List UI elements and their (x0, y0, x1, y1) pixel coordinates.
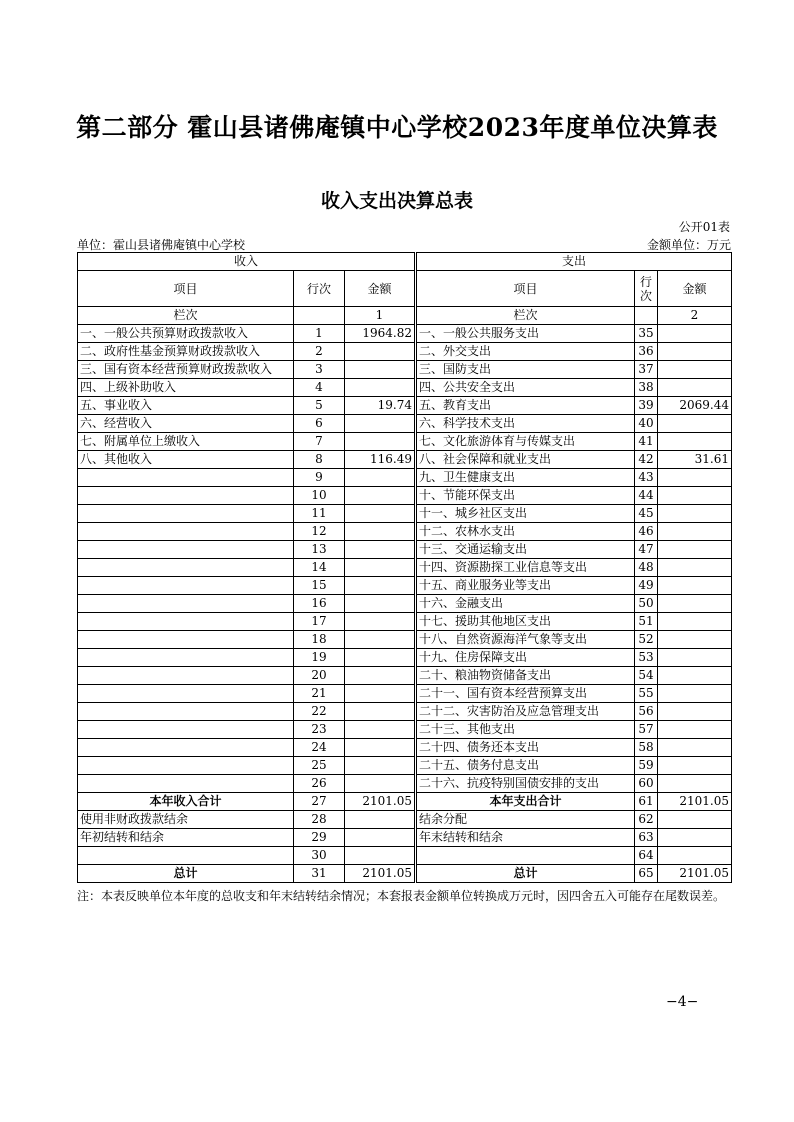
income-amount (345, 613, 415, 631)
table-body (78, 325, 732, 883)
income-row-number: 28 (294, 811, 345, 829)
income-row-number: 1 (294, 325, 345, 343)
expense-item: 十五、商业服务业等支出 (417, 577, 635, 595)
expense-row-number: 64 (635, 847, 658, 865)
table-row (78, 721, 732, 739)
income-lanci-label: 栏次 (78, 307, 294, 325)
income-amount (345, 703, 415, 721)
income-total-amount (345, 829, 415, 847)
table-row (78, 415, 732, 433)
expense-amount (658, 577, 732, 595)
table-row (78, 361, 732, 379)
table-row (78, 613, 732, 631)
income-row-number: 27 (294, 793, 345, 811)
expense-row-number: 57 (635, 721, 658, 739)
page-number: −4− (666, 994, 699, 1010)
income-amount (345, 541, 415, 559)
income-row-number: 15 (294, 577, 345, 595)
expense-item: 四、公共安全支出 (417, 379, 635, 397)
table-row (78, 757, 732, 775)
expense-total-label: 年末结转和结余 (417, 829, 635, 847)
page-title: 第二部分 霍山县诸佛庵镇中心学校2023年度单位决算表 (76, 113, 718, 142)
expense-amount (658, 775, 732, 793)
income-amount-header: 金额 (345, 271, 415, 307)
income-row-number: 7 (294, 433, 345, 451)
expense-amount (658, 703, 732, 721)
expense-total-amount (658, 847, 732, 865)
income-amount (345, 361, 415, 379)
table-row (78, 631, 732, 649)
expense-total-label: 本年支出合计 (417, 793, 635, 811)
expense-item: 十三、交通运输支出 (417, 541, 635, 559)
expense-row-number: 41 (635, 433, 658, 451)
expense-item: 十八、自然资源海洋气象等支出 (417, 631, 635, 649)
income-item (78, 739, 294, 757)
expense-item: 二十六、抗疫特别国债安排的支出 (417, 775, 635, 793)
expense-row-number: 40 (635, 415, 658, 433)
expense-amount (658, 595, 732, 613)
income-total-amount (345, 847, 415, 865)
income-amount (345, 595, 415, 613)
table-row (78, 559, 732, 577)
amount-unit: 金额单位：万元 (646, 238, 731, 252)
income-item: 一、一般公共预算财政拨款收入 (78, 325, 294, 343)
income-item: 二、政府性基金预算财政拨款收入 (78, 343, 294, 361)
income-amount (345, 721, 415, 739)
form-number: 公开01表 (678, 220, 730, 234)
expense-row-number: 44 (635, 487, 658, 505)
expense-item: 六、科学技术支出 (417, 415, 635, 433)
table-row (78, 505, 732, 523)
income-row-number: 24 (294, 739, 345, 757)
expense-item: 一、一般公共服务支出 (417, 325, 635, 343)
income-row-number: 10 (294, 487, 345, 505)
income-item (78, 703, 294, 721)
expense-row-number: 52 (635, 631, 658, 649)
income-row-number: 20 (294, 667, 345, 685)
unit-line (77, 236, 731, 253)
expense-total-label: 结余分配 (417, 811, 635, 829)
total-row (78, 847, 732, 865)
income-row-number: 29 (294, 829, 345, 847)
income-row-number: 23 (294, 721, 345, 739)
expense-total-amount (658, 829, 732, 847)
income-amount (345, 523, 415, 541)
income-row-number: 18 (294, 631, 345, 649)
expense-row-number: 65 (635, 865, 658, 883)
income-amount (345, 343, 415, 361)
expense-row-number: 48 (635, 559, 658, 577)
income-amount (345, 739, 415, 757)
income-item (78, 757, 294, 775)
income-total-label: 使用非财政拨款结余 (78, 811, 294, 829)
income-row-number: 3 (294, 361, 345, 379)
income-amount (345, 667, 415, 685)
expense-item: 二十、粮油物资储备支出 (417, 667, 635, 685)
income-item: 四、上级补助收入 (78, 379, 294, 397)
income-item (78, 667, 294, 685)
expense-item: 七、文化旅游体育与传媒支出 (417, 433, 635, 451)
expense-row-number: 36 (635, 343, 658, 361)
income-row-number: 26 (294, 775, 345, 793)
income-amount (345, 505, 415, 523)
unit-label: 单位：霍山县诸佛庵镇中心学校 (77, 238, 246, 252)
income-row-number: 22 (294, 703, 345, 721)
table-row (78, 667, 732, 685)
income-total-amount: 2101.05 (345, 793, 415, 811)
expense-row-number: 38 (635, 379, 658, 397)
income-item: 七、附属单位上缴收入 (78, 433, 294, 451)
expense-item-header: 项目 (417, 271, 635, 307)
table-title: 收入支出决算总表 (320, 190, 473, 212)
expense-lanci-rowno (635, 307, 658, 325)
income-amount (345, 379, 415, 397)
income-row-number: 25 (294, 757, 345, 775)
income-total-amount: 2101.05 (345, 865, 415, 883)
expense-row-number: 37 (635, 361, 658, 379)
table-row (78, 451, 732, 469)
income-row-number: 19 (294, 649, 345, 667)
expense-total-amount (658, 811, 732, 829)
income-item: 三、国有资本经营预算财政拨款收入 (78, 361, 294, 379)
expense-row-number: 59 (635, 757, 658, 775)
expense-amount (658, 433, 732, 451)
expense-row-number: 51 (635, 613, 658, 631)
expense-amount: 2069.44 (658, 397, 732, 415)
income-row-number: 17 (294, 613, 345, 631)
income-amount (345, 469, 415, 487)
expense-item: 十一、城乡社区支出 (417, 505, 635, 523)
income-item (78, 559, 294, 577)
expense-amount (658, 559, 732, 577)
total-row (78, 829, 732, 847)
income-row-number: 13 (294, 541, 345, 559)
expense-item: 十九、住房保障支出 (417, 649, 635, 667)
income-item (78, 541, 294, 559)
expense-row-number: 43 (635, 469, 658, 487)
income-item (78, 577, 294, 595)
income-row-number: 9 (294, 469, 345, 487)
income-amount: 116.49 (345, 451, 415, 469)
expense-row-number: 35 (635, 325, 658, 343)
total-row (78, 865, 732, 883)
expense-amount (658, 361, 732, 379)
income-amount (345, 487, 415, 505)
table-row (78, 325, 732, 343)
income-item (78, 469, 294, 487)
expense-row-number: 61 (635, 793, 658, 811)
expense-row-number: 46 (635, 523, 658, 541)
table-row (78, 523, 732, 541)
income-row-number: 14 (294, 559, 345, 577)
expense-row-number: 49 (635, 577, 658, 595)
income-amount (345, 649, 415, 667)
table-note: 注：本表反映单位本年度的总收支和年末结转结余情况；本套报表金额单位转换成万元时，因四舍五入可能存在尾数误差。 (77, 889, 726, 903)
income-item (78, 721, 294, 739)
income-row-number: 8 (294, 451, 345, 469)
income-total-label: 年初结转和结余 (78, 829, 294, 847)
income-section-header: 收入 (78, 253, 415, 271)
income-amount (345, 757, 415, 775)
income-item: 五、事业收入 (78, 397, 294, 415)
expense-amount (658, 541, 732, 559)
expense-row-number: 39 (635, 397, 658, 415)
expense-amount (658, 469, 732, 487)
income-row-number: 4 (294, 379, 345, 397)
income-item (78, 487, 294, 505)
income-amount (345, 685, 415, 703)
income-item (78, 775, 294, 793)
expense-row-number: 54 (635, 667, 658, 685)
total-row (78, 793, 732, 811)
expense-item: 五、教育支出 (417, 397, 635, 415)
table-row (78, 595, 732, 613)
expense-amount (658, 325, 732, 343)
expense-column-number: 2 (658, 307, 732, 325)
income-item-header: 项目 (78, 271, 294, 307)
income-item (78, 649, 294, 667)
expense-lanci-label: 栏次 (417, 307, 635, 325)
income-amount (345, 577, 415, 595)
expense-amount (658, 487, 732, 505)
income-expense-table (77, 252, 732, 883)
expense-item: 二十四、债务还本支出 (417, 739, 635, 757)
expense-item: 三、国防支出 (417, 361, 635, 379)
income-total-label: 本年收入合计 (78, 793, 294, 811)
table-row (78, 397, 732, 415)
table-row (78, 685, 732, 703)
expense-row-number: 47 (635, 541, 658, 559)
expense-item: 八、社会保障和就业支出 (417, 451, 635, 469)
expense-item: 十四、资源勘探工业信息等支出 (417, 559, 635, 577)
income-amount (345, 415, 415, 433)
income-amount (345, 775, 415, 793)
expense-amount (658, 757, 732, 775)
expense-rowno-header: 行 次 (635, 271, 658, 307)
income-item (78, 595, 294, 613)
income-amount (345, 559, 415, 577)
income-row-number: 6 (294, 415, 345, 433)
expense-total-amount: 2101.05 (658, 793, 732, 811)
income-amount (345, 631, 415, 649)
expense-row-number: 53 (635, 649, 658, 667)
expense-amount (658, 667, 732, 685)
income-item (78, 631, 294, 649)
expense-item: 二、外交支出 (417, 343, 635, 361)
income-item: 六、经营收入 (78, 415, 294, 433)
income-total-label: 总计 (78, 865, 294, 883)
expense-item: 十二、农林水支出 (417, 523, 635, 541)
income-item (78, 613, 294, 631)
expense-row-number: 58 (635, 739, 658, 757)
income-total-amount (345, 811, 415, 829)
table-row (78, 379, 732, 397)
total-row (78, 811, 732, 829)
table-row (78, 703, 732, 721)
income-row-number: 16 (294, 595, 345, 613)
income-amount: 19.74 (345, 397, 415, 415)
income-item: 八、其他收入 (78, 451, 294, 469)
income-amount: 1964.82 (345, 325, 415, 343)
expense-row-number: 55 (635, 685, 658, 703)
expense-amount (658, 505, 732, 523)
expense-amount (658, 523, 732, 541)
expense-amount-header: 金额 (658, 271, 732, 307)
expense-total-amount: 2101.05 (658, 865, 732, 883)
expense-amount (658, 685, 732, 703)
income-column-number: 1 (345, 307, 415, 325)
expense-amount (658, 649, 732, 667)
expense-item: 十六、金融支出 (417, 595, 635, 613)
income-rowno-header: 行次 (294, 271, 345, 307)
expense-item: 十、节能环保支出 (417, 487, 635, 505)
expense-row-number: 60 (635, 775, 658, 793)
expense-amount: 31.61 (658, 451, 732, 469)
table-row (78, 649, 732, 667)
expense-item: 九、卫生健康支出 (417, 469, 635, 487)
expense-row-number: 42 (635, 451, 658, 469)
expense-total-label (417, 847, 635, 865)
table-row (78, 577, 732, 595)
expense-item: 二十二、灾害防治及应急管理支出 (417, 703, 635, 721)
expense-item: 二十三、其他支出 (417, 721, 635, 739)
income-total-label (78, 847, 294, 865)
income-item (78, 505, 294, 523)
table-row (78, 487, 732, 505)
table-row (78, 739, 732, 757)
expense-item: 二十一、国有资本经营预算支出 (417, 685, 635, 703)
income-item (78, 685, 294, 703)
income-row-number: 30 (294, 847, 345, 865)
table-row (78, 433, 732, 451)
expense-row-number: 56 (635, 703, 658, 721)
expense-amount (658, 721, 732, 739)
expense-amount (658, 379, 732, 397)
expense-row-number: 62 (635, 811, 658, 829)
income-row-number: 2 (294, 343, 345, 361)
expense-section-header: 支出 (417, 253, 732, 271)
expense-amount (658, 739, 732, 757)
income-row-number: 31 (294, 865, 345, 883)
income-lanci-rowno (294, 307, 345, 325)
expense-row-number: 50 (635, 595, 658, 613)
income-row-number: 5 (294, 397, 345, 415)
income-row-number: 12 (294, 523, 345, 541)
expense-amount (658, 415, 732, 433)
income-row-number: 11 (294, 505, 345, 523)
expense-row-number: 45 (635, 505, 658, 523)
expense-amount (658, 631, 732, 649)
expense-amount (658, 343, 732, 361)
table-row (78, 469, 732, 487)
expense-item: 十七、援助其他地区支出 (417, 613, 635, 631)
expense-item: 二十五、债务付息支出 (417, 757, 635, 775)
table-row (78, 775, 732, 793)
table-row (78, 541, 732, 559)
expense-amount (658, 613, 732, 631)
table-row (78, 343, 732, 361)
income-item (78, 523, 294, 541)
expense-total-label: 总计 (417, 865, 635, 883)
income-row-number: 21 (294, 685, 345, 703)
expense-row-number: 63 (635, 829, 658, 847)
income-amount (345, 433, 415, 451)
